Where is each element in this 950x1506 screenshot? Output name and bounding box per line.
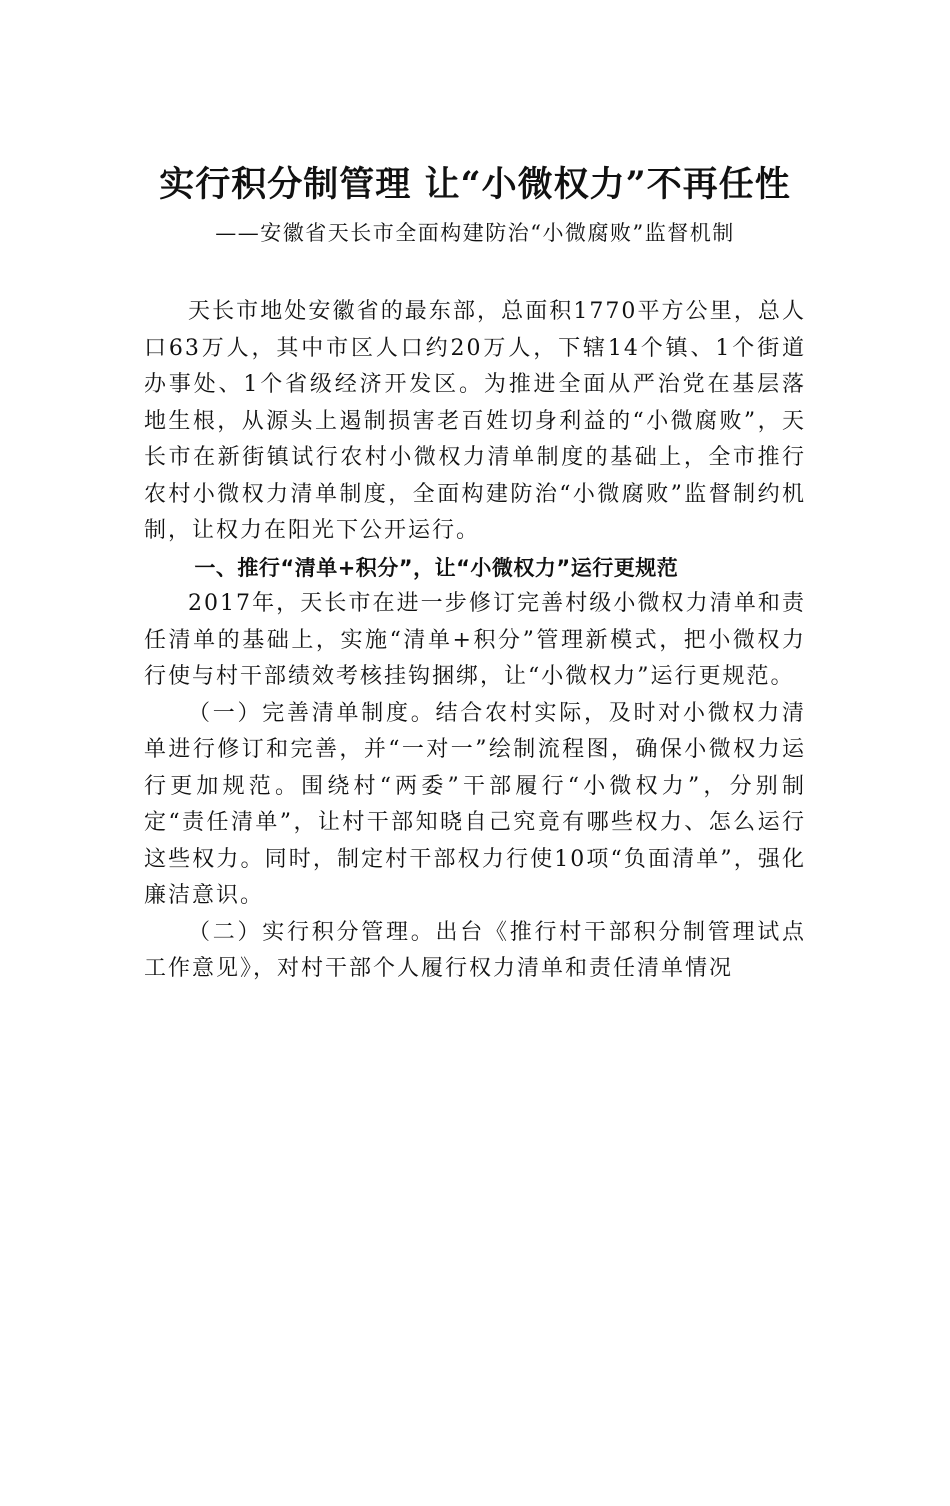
- document-body: [144, 294, 806, 988]
- document-subtitle: ——安徽省天长市全面构建防治“小微腐败”监督机制: [215, 221, 735, 245]
- intro-paragraph: 天长市地处安徽省的最东部，总面积1770平方公里，总人口63万人，其中市区人口约20万人，下辖14个镇、1个街道办事处、1个省级经济开发区。为推进全面从严治党在基层落地生根，从源头上遏制损害老百姓切身利益的“小微腐败”，天长市在新街镇试行农村小微权力清单制度的基础上，全市推行农村小微权力清单制度，全面构建防治“小微腐败”监督制约机制，让权力在阳光下公开运行。: [144, 299, 806, 543]
- section-1-heading: 一、推行“清单+积分”，让“小微权力”运行更规范: [194, 555, 679, 580]
- section-1-paragraph: 2017年，天长市在进一步修订完善村级小微权力清单和责任清单的基础上，实施“清单+积分”管理新模式，把小微权力行使与村干部绩效考核挂钩捆绑，让“小微权力”运行更规范。: [144, 591, 806, 689]
- section-1-paragraph: （二）实行积分管理。出台《推行村干部积分制管理试点工作意见》，对村干部个人履行权力清单和责任清单情况: [144, 919, 806, 981]
- document-title: 实行积分制管理 让“小微权力”不再任性: [159, 164, 791, 205]
- document-page: [0, 162, 950, 1506]
- section-1-paragraph: （一）完善清单制度。结合农村实际，及时对小微权力清单进行修订和完善，并“一对一”绘制流程图，确保小微权力运行更加规范。围绕村“两委”干部履行“小微权力”，分别制定“责任清单”，让村干部知晓自己究竟有哪些权力、怎么运行这些权力。同时，制定村干部权力行使10项“负面清单”，强化廉洁意识。: [144, 700, 806, 908]
